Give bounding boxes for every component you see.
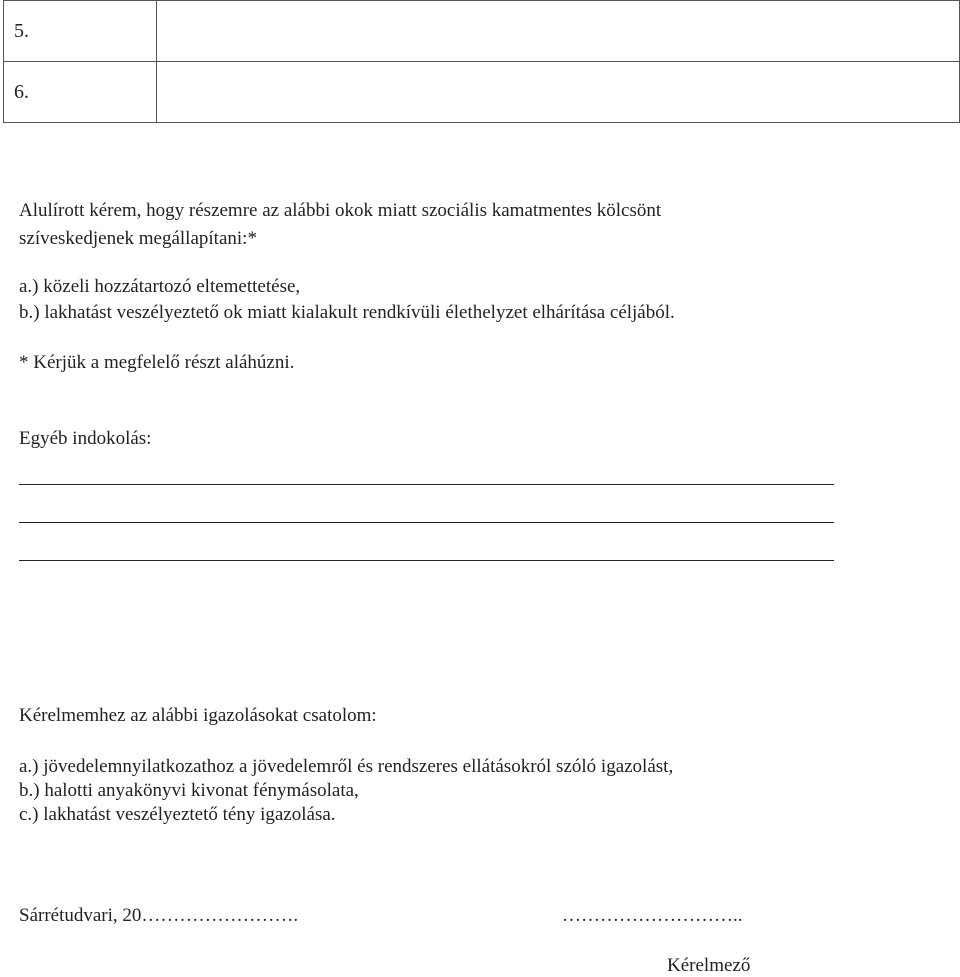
attachment-item-a: a.) jövedelemnyilatkozathoz a jövedelemről és rendszeres ellátásokról szóló igazolást, xyxy=(19,756,674,777)
place-date: Sárrétudvari, 20……………………. xyxy=(19,905,299,926)
row-field[interactable] xyxy=(156,62,959,123)
attachments-title: Kérelmemhez az alábbi igazolásokat csatolom: xyxy=(19,705,377,726)
table-row xyxy=(4,62,960,123)
request-line-1: Alulírott kérem, hogy részemre az alábbi okok miatt szociális kamatmentes kölcsönt xyxy=(19,200,662,221)
attachment-item-b: b.) halotti anyakönyvi kivonat fénymásolata, xyxy=(19,780,359,801)
table-row xyxy=(4,1,960,62)
signature-dots: ……………………….. xyxy=(562,905,743,926)
row-number: 6. xyxy=(4,62,157,123)
request-line-2: szíveskedjenek megállapítani:* xyxy=(19,228,257,249)
row-field[interactable] xyxy=(156,1,959,62)
reason-a: a.) közeli hozzátartozó eltemettetése, xyxy=(19,276,301,297)
underline-footnote: * Kérjük a megfelelő részt aláhúzni. xyxy=(19,352,295,373)
other-reason-label: Egyéb indokolás: xyxy=(19,428,152,449)
signature-label: Kérelmező xyxy=(667,955,751,976)
other-reason-line-1[interactable] xyxy=(19,484,834,485)
attachment-item-c: c.) lakhatást veszélyeztető tény igazolása. xyxy=(19,804,336,825)
row-number: 5. xyxy=(4,1,157,62)
other-reason-line-2[interactable] xyxy=(19,522,834,523)
other-reason-line-3[interactable] xyxy=(19,560,834,561)
entry-table xyxy=(3,0,960,123)
reason-b: b.) lakhatást veszélyeztető ok miatt kialakult rendkívüli élethelyzet elhárítása céljából. xyxy=(19,302,675,323)
